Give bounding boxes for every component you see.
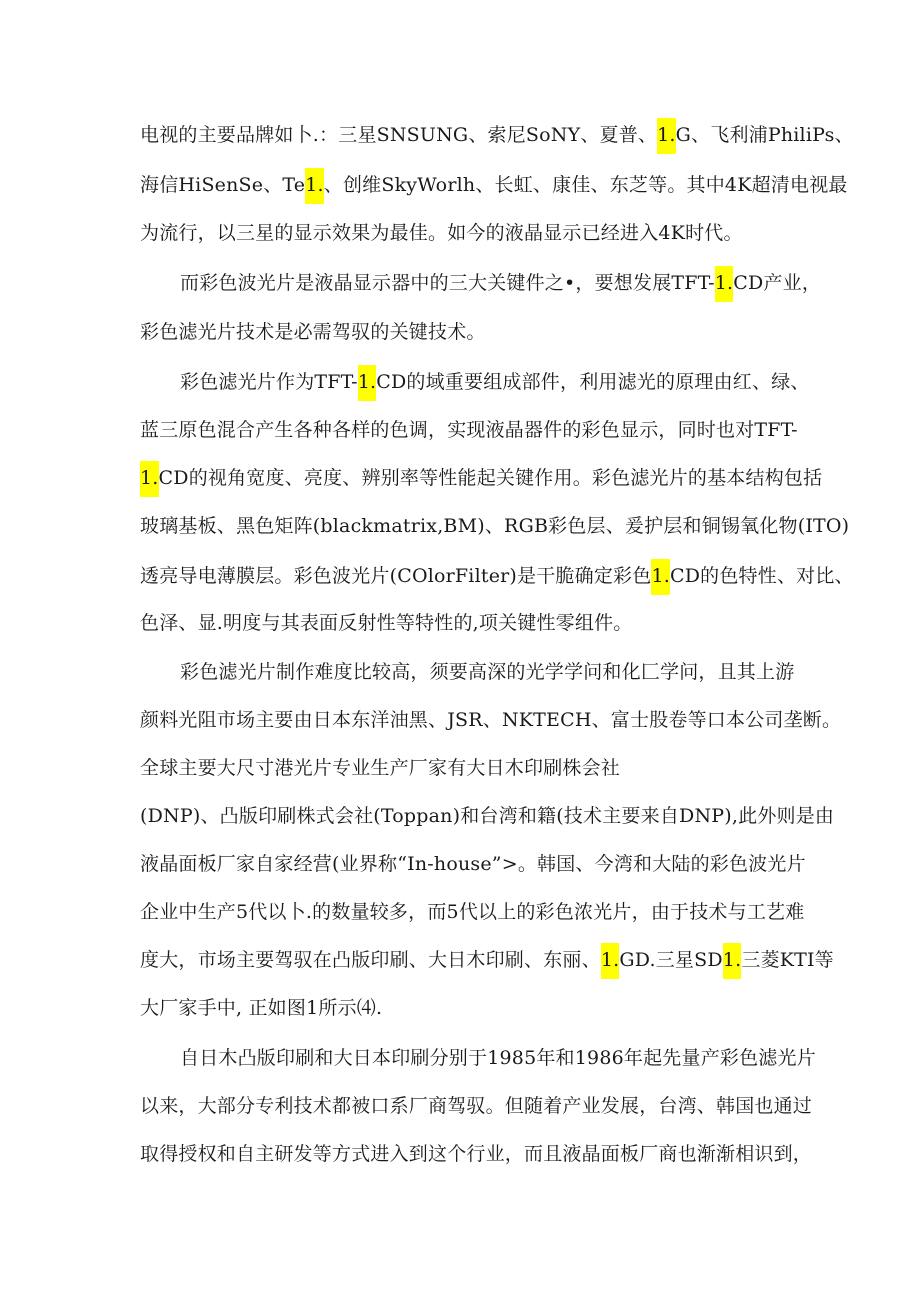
text-segment: 蓝三原色混合产生各种各样的色调，实现液晶器件的彩色显示，同时也对TFT- bbox=[140, 419, 798, 441]
text-segment: CD的视角宽度、亮度、辨别率等性能起关键作用。彩色滤光片的基本结构包括 bbox=[158, 467, 823, 489]
text-line bbox=[140, 753, 620, 783]
text-segment: 三菱KTI等 bbox=[741, 949, 834, 971]
highlighted-text: 1. bbox=[651, 559, 670, 595]
text-line bbox=[140, 608, 632, 638]
text-line bbox=[140, 801, 834, 831]
highlighted-text: 1. bbox=[358, 365, 377, 401]
text-line bbox=[140, 1091, 812, 1121]
text-line bbox=[180, 367, 810, 397]
text-segment: 海信HiSenSe、Te bbox=[140, 174, 306, 196]
text-segment: 全球主要大尺寸港光片专业生产厂家有大日木印刷株会社 bbox=[140, 757, 621, 779]
text-line bbox=[180, 268, 821, 298]
text-segment: 、创维SkyWorlh、长虹、康佳、东芝等。其中4K超清电视最 bbox=[323, 174, 848, 196]
text-segment: 色泽、显.明度与其表面反射性等特性的,项关键性零组件。 bbox=[140, 612, 633, 634]
text-segment: CD的色特性、对比、 bbox=[669, 565, 854, 587]
text-line bbox=[140, 170, 848, 200]
text-segment: 彩色滤光片技术是必需驾驭的关键技术。 bbox=[140, 321, 486, 343]
text-segment: 企业中生产5代以卜.的数量较多，而5代以上的彩色浓光片，由于技术与工艺难 bbox=[140, 901, 805, 923]
text-segment: G、飞利浦PhiliPs、 bbox=[675, 124, 854, 146]
text-segment: 电视的主要品牌如卜.：三星SNSUNG、索尼SoNY、夏普、 bbox=[140, 124, 658, 146]
highlighted-text: 1. bbox=[601, 943, 620, 979]
text-line bbox=[140, 120, 854, 150]
text-segment: GD.三星SD bbox=[619, 949, 723, 971]
text-line bbox=[140, 511, 849, 541]
text-segment: 自日木凸版印刷和大日本印刷分别于1985年和1986年起先量产彩色滤光片 bbox=[180, 1047, 816, 1069]
text-line bbox=[140, 705, 841, 735]
text-segment: 玻璃基板、黑色矩阵(blackmatrix,BM)、RGB彩色层、爰护层和铜锡氧化物(ITO) bbox=[140, 515, 850, 537]
text-line bbox=[140, 993, 382, 1023]
text-line bbox=[140, 317, 486, 347]
text-segment: 而彩色波光片是液晶显示器中的三大关键件之•，要想发展TFT- bbox=[180, 272, 715, 294]
text-segment: 彩色滤光片作为TFT- bbox=[180, 371, 358, 393]
text-segment: 彩色滤光片制作难度比较高，须要高深的光学学问和化匚学问，且其上游 bbox=[180, 661, 795, 683]
text-line bbox=[140, 897, 804, 927]
text-segment: 大厂家手中, 正如图1所示⑷. bbox=[140, 997, 383, 1019]
text-line bbox=[140, 463, 822, 493]
text-line bbox=[180, 657, 794, 687]
text-segment: 液晶面板厂家自家经营(业界称“In-house”>。韩国、今湾和大陆的彩色波光片 bbox=[140, 853, 806, 875]
text-line bbox=[140, 561, 854, 591]
highlighted-text: 1. bbox=[715, 266, 734, 302]
text-segment: 取得授权和自主研发等方式进入到这个行业，而且液晶面板厂商也渐渐相识到， bbox=[140, 1143, 813, 1165]
text-line bbox=[140, 945, 834, 975]
text-segment: CD的域重要组成部件，利用滤光的原理由红、绿、 bbox=[376, 371, 810, 393]
highlighted-text: 1. bbox=[140, 461, 159, 497]
highlighted-text: 1. bbox=[305, 168, 324, 204]
highlighted-text: 1. bbox=[657, 118, 676, 154]
text-segment: 度大，市场主要驾驭在凸版印刷、大日木印刷、东丽、 bbox=[140, 949, 601, 971]
text-line bbox=[140, 218, 743, 248]
text-line bbox=[140, 849, 806, 879]
highlighted-text: 1. bbox=[723, 943, 742, 979]
text-line bbox=[140, 1139, 812, 1169]
text-segment: 为流行，以三星的显示效果为最佳。如今的液晶显示已经进入4K时代。 bbox=[140, 222, 743, 244]
text-line bbox=[180, 1043, 816, 1073]
text-segment: (DNP)、凸版印刷株式会社(Toppan)和台湾和籍(技术主要来自DNP),此外则是由 bbox=[140, 805, 835, 827]
text-segment: 透亮导电薄膜层。彩色波光片(COlorFilter)是干脆确定彩色 bbox=[140, 565, 652, 587]
text-segment: CD产业， bbox=[733, 272, 822, 294]
text-segment: 颜料光阻市场主要由日本东洋油黑、JSR、NKTECH、富士股卷等口本公司垄断。 bbox=[140, 709, 842, 731]
text-line bbox=[140, 415, 798, 445]
text-segment: 以来，大部分专利技术都被口系厂商驾驭。但随着产业发展，台湾、韩国也通过 bbox=[140, 1095, 813, 1117]
